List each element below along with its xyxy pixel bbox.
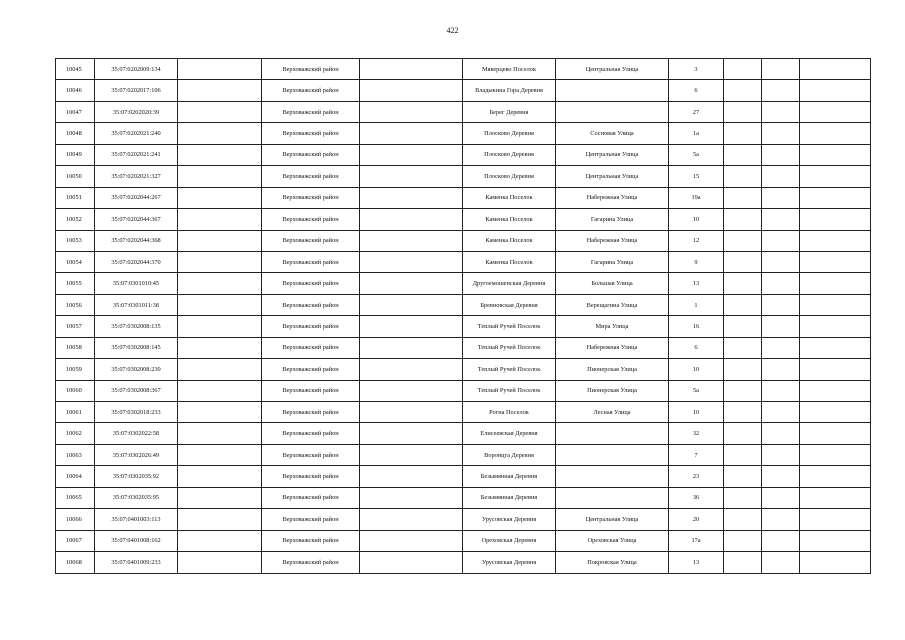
cell-street: Пионерская Улица (556, 359, 669, 380)
cell-blank-d (762, 466, 800, 487)
cell-blank-c (724, 209, 762, 230)
cell-blank-b (360, 101, 463, 122)
cell-blank-d (762, 487, 800, 508)
cell-blank-b (360, 530, 463, 551)
cell-blank-d (762, 187, 800, 208)
cell-blank-d (762, 251, 800, 272)
cell-blank-b (360, 209, 463, 230)
cell-blank-a (178, 294, 262, 315)
cell-settlement: Каменка Поселок (463, 251, 556, 272)
cell-cadastral-number: 35:07:0202044:370 (95, 251, 178, 272)
cell-cadastral-number: 35:07:0302035:92 (95, 466, 178, 487)
cell-house-number: 23 (669, 466, 724, 487)
cell-blank-d (762, 552, 800, 573)
cell-blank-b (360, 273, 463, 294)
cell-blank-e (800, 466, 871, 487)
cell-cadastral-number: 35:07:0202020:39 (95, 101, 178, 122)
table-row (56, 101, 871, 122)
cell-settlement: Теплый Ручей Поселок (463, 359, 556, 380)
table-row (56, 487, 871, 508)
cell-blank-e (800, 423, 871, 444)
cell-blank-d (762, 444, 800, 465)
cell-district: Верховажский район (262, 552, 360, 573)
register-table (55, 58, 871, 574)
cell-blank-e (800, 80, 871, 101)
cell-blank-e (800, 552, 871, 573)
cell-blank-b (360, 144, 463, 165)
cell-street: Верещагина Улица (556, 294, 669, 315)
cell-district: Верховажский район (262, 230, 360, 251)
cell-house-number: 13 (669, 273, 724, 294)
cell-settlement: Безымянная Деревня (463, 487, 556, 508)
cell-district: Верховажский район (262, 466, 360, 487)
cell-district: Верховажский район (262, 423, 360, 444)
cell-blank-d (762, 337, 800, 358)
cell-record-number: 10053 (56, 230, 95, 251)
cell-district: Верховажский район (262, 294, 360, 315)
cell-street (556, 101, 669, 122)
cell-cadastral-number: 35:07:0401008:162 (95, 530, 178, 551)
cell-blank-a (178, 487, 262, 508)
cell-blank-c (724, 80, 762, 101)
cell-blank-e (800, 294, 871, 315)
cell-district: Верховажский район (262, 273, 360, 294)
cell-blank-c (724, 144, 762, 165)
table-row (56, 444, 871, 465)
cell-blank-a (178, 423, 262, 444)
cell-district: Верховажский район (262, 359, 360, 380)
cell-settlement: Бревновская Деревня (463, 294, 556, 315)
cell-street: Сосновая Улица (556, 123, 669, 144)
cell-blank-a (178, 251, 262, 272)
cell-cadastral-number: 35:07:0202021:241 (95, 144, 178, 165)
table-row (56, 80, 871, 101)
cell-record-number: 10055 (56, 273, 95, 294)
cell-blank-c (724, 552, 762, 573)
table-row (56, 402, 871, 423)
cell-district: Верховажский район (262, 80, 360, 101)
table-row (56, 294, 871, 315)
table-row (56, 251, 871, 272)
cell-record-number: 10048 (56, 123, 95, 144)
cell-blank-d (762, 423, 800, 444)
table-row (56, 59, 871, 80)
cell-blank-b (360, 552, 463, 573)
cell-blank-d (762, 359, 800, 380)
cell-blank-b (360, 59, 463, 80)
cell-blank-a (178, 402, 262, 423)
cell-blank-b (360, 123, 463, 144)
cell-settlement: Елисеевская Деревня (463, 423, 556, 444)
cell-blank-c (724, 316, 762, 337)
table-row (56, 380, 871, 401)
cell-blank-a (178, 552, 262, 573)
cell-blank-a (178, 80, 262, 101)
cell-record-number: 10065 (56, 487, 95, 508)
cell-blank-c (724, 423, 762, 444)
cell-district: Верховажский район (262, 316, 360, 337)
cell-settlement: Другоемошенская Деревня (463, 273, 556, 294)
cell-blank-e (800, 209, 871, 230)
cell-blank-c (724, 273, 762, 294)
cell-settlement: Каменка Поселок (463, 230, 556, 251)
cell-settlement: Теплый Ручей Поселок (463, 337, 556, 358)
cell-blank-a (178, 101, 262, 122)
cell-street: Покровская Улица (556, 552, 669, 573)
cell-blank-d (762, 273, 800, 294)
cell-settlement: Мякерцево Поселок (463, 59, 556, 80)
cell-blank-e (800, 316, 871, 337)
cell-blank-a (178, 123, 262, 144)
cell-cadastral-number: 35:07:0302008:367 (95, 380, 178, 401)
cell-blank-a (178, 166, 262, 187)
cell-record-number: 10050 (56, 166, 95, 187)
cell-blank-e (800, 359, 871, 380)
cell-house-number: 13 (669, 552, 724, 573)
cell-house-number: 9 (669, 251, 724, 272)
cell-blank-e (800, 187, 871, 208)
cell-blank-c (724, 466, 762, 487)
table-row (56, 144, 871, 165)
cell-blank-b (360, 423, 463, 444)
cell-settlement: Каменка Поселок (463, 187, 556, 208)
cell-blank-a (178, 230, 262, 251)
cell-blank-d (762, 101, 800, 122)
cell-blank-c (724, 337, 762, 358)
cell-blank-d (762, 123, 800, 144)
cell-blank-d (762, 80, 800, 101)
cell-cadastral-number: 35:07:0202021:240 (95, 123, 178, 144)
cell-record-number: 10067 (56, 530, 95, 551)
cell-house-number: 16 (669, 316, 724, 337)
cell-street: Большая Улица (556, 273, 669, 294)
cell-blank-d (762, 144, 800, 165)
cell-blank-c (724, 230, 762, 251)
cell-house-number: 12 (669, 230, 724, 251)
cell-house-number: 20 (669, 509, 724, 530)
cell-record-number: 10049 (56, 144, 95, 165)
cell-blank-e (800, 509, 871, 530)
table-row (56, 530, 871, 551)
cell-district: Верховажский район (262, 166, 360, 187)
cell-cadastral-number: 35:07:0302008:145 (95, 337, 178, 358)
cell-blank-d (762, 209, 800, 230)
cell-cadastral-number: 35:07:0302008:230 (95, 359, 178, 380)
cell-blank-b (360, 380, 463, 401)
cell-street: Центральная Улица (556, 144, 669, 165)
cell-blank-e (800, 230, 871, 251)
table-row (56, 123, 871, 144)
cell-blank-b (360, 80, 463, 101)
cell-record-number: 10047 (56, 101, 95, 122)
cell-record-number: 10060 (56, 380, 95, 401)
cell-blank-c (724, 251, 762, 272)
cell-blank-b (360, 337, 463, 358)
cell-record-number: 10061 (56, 402, 95, 423)
cell-blank-c (724, 530, 762, 551)
cell-record-number: 10063 (56, 444, 95, 465)
cell-settlement: Владыкина Гора Деревня (463, 80, 556, 101)
cell-settlement: Безымянная Деревня (463, 466, 556, 487)
cell-district: Верховажский район (262, 444, 360, 465)
table-row (56, 359, 871, 380)
cell-house-number: 10 (669, 402, 724, 423)
cell-blank-c (724, 187, 762, 208)
cell-cadastral-number: 35:07:0202017:106 (95, 80, 178, 101)
cell-district: Верховажский район (262, 337, 360, 358)
cell-blank-c (724, 123, 762, 144)
register-rows (56, 59, 871, 574)
cell-blank-b (360, 359, 463, 380)
cell-record-number: 10046 (56, 80, 95, 101)
cell-house-number: 1 (669, 294, 724, 315)
cell-house-number: 7 (669, 444, 724, 465)
cell-record-number: 10062 (56, 423, 95, 444)
cell-settlement: Каменка Поселок (463, 209, 556, 230)
cell-settlement: Плосково Деревня (463, 144, 556, 165)
cell-blank-b (360, 444, 463, 465)
cell-record-number: 10059 (56, 359, 95, 380)
cell-blank-a (178, 187, 262, 208)
cell-cadastral-number: 35:07:0202044:367 (95, 209, 178, 230)
cell-record-number: 10066 (56, 509, 95, 530)
cell-district: Верховажский район (262, 187, 360, 208)
cell-settlement: Ореховская Деревня (463, 530, 556, 551)
cell-blank-b (360, 166, 463, 187)
cell-blank-c (724, 294, 762, 315)
cell-blank-c (724, 380, 762, 401)
table-row (56, 337, 871, 358)
cell-district: Верховажский район (262, 509, 360, 530)
cell-blank-b (360, 187, 463, 208)
cell-blank-a (178, 316, 262, 337)
cell-settlement: Теплый Ручей Поселок (463, 316, 556, 337)
cell-district: Верховажский район (262, 487, 360, 508)
cell-street (556, 423, 669, 444)
cell-cadastral-number: 35:07:0202009:134 (95, 59, 178, 80)
cell-street: Гагарина Улица (556, 251, 669, 272)
cell-blank-b (360, 294, 463, 315)
cell-blank-d (762, 166, 800, 187)
table-row (56, 509, 871, 530)
cell-blank-e (800, 337, 871, 358)
cell-street: Лесная Улица (556, 402, 669, 423)
cell-blank-e (800, 59, 871, 80)
cell-house-number: 27 (669, 101, 724, 122)
cell-record-number: 10068 (56, 552, 95, 573)
table-row (56, 166, 871, 187)
cell-blank-b (360, 466, 463, 487)
cell-house-number: 10 (669, 359, 724, 380)
cell-blank-d (762, 59, 800, 80)
cell-blank-c (724, 59, 762, 80)
cell-district: Верховажский район (262, 209, 360, 230)
cell-house-number: 5а (669, 380, 724, 401)
cell-settlement: Урусовская Деревня (463, 509, 556, 530)
cell-cadastral-number: 35:07:0302035:95 (95, 487, 178, 508)
table-row (56, 230, 871, 251)
table-row (56, 209, 871, 230)
table-row (56, 316, 871, 337)
cell-blank-a (178, 359, 262, 380)
cell-blank-b (360, 509, 463, 530)
cell-blank-d (762, 402, 800, 423)
cell-street: Центральная Улица (556, 166, 669, 187)
cell-settlement: Плосково Деревня (463, 123, 556, 144)
cell-cadastral-number: 35:07:0302018:233 (95, 402, 178, 423)
cell-blank-e (800, 166, 871, 187)
cell-blank-e (800, 251, 871, 272)
cell-house-number: 15 (669, 166, 724, 187)
cell-street: Центральная Улица (556, 509, 669, 530)
cell-district: Верховажский район (262, 251, 360, 272)
cell-record-number: 10058 (56, 337, 95, 358)
cell-settlement: Воронцга Деревня (463, 444, 556, 465)
cell-house-number: 3 (669, 59, 724, 80)
cell-blank-a (178, 337, 262, 358)
cell-blank-a (178, 144, 262, 165)
cell-house-number: 36 (669, 487, 724, 508)
cell-street: Набережная Улица (556, 187, 669, 208)
cell-blank-e (800, 487, 871, 508)
cell-district: Верховажский район (262, 402, 360, 423)
cell-blank-e (800, 144, 871, 165)
cell-record-number: 10045 (56, 59, 95, 80)
cell-blank-b (360, 487, 463, 508)
cell-blank-c (724, 444, 762, 465)
cell-cadastral-number: 35:07:0401003:113 (95, 509, 178, 530)
cell-record-number: 10054 (56, 251, 95, 272)
cell-cadastral-number: 35:07:0302022:58 (95, 423, 178, 444)
cell-blank-a (178, 466, 262, 487)
cell-settlement: Берег Деревня (463, 101, 556, 122)
cell-district: Верховажский район (262, 530, 360, 551)
cell-street: Гагарина Улица (556, 209, 669, 230)
cell-district: Верховажский район (262, 59, 360, 80)
cell-district: Верховажский район (262, 123, 360, 144)
cell-blank-b (360, 251, 463, 272)
cell-street: Пионерская Улица (556, 380, 669, 401)
cell-district: Верховажский район (262, 380, 360, 401)
cell-house-number: 5а (669, 144, 724, 165)
cell-cadastral-number: 35:07:0202021:327 (95, 166, 178, 187)
cell-street (556, 444, 669, 465)
cell-settlement: Теплый Ручей Поселок (463, 380, 556, 401)
cell-district: Верховажский район (262, 101, 360, 122)
cell-house-number: 6 (669, 80, 724, 101)
cell-house-number: 6 (669, 337, 724, 358)
cell-blank-d (762, 230, 800, 251)
cell-blank-d (762, 316, 800, 337)
cell-blank-c (724, 509, 762, 530)
cell-blank-a (178, 380, 262, 401)
cell-house-number: 17а (669, 530, 724, 551)
cell-settlement: Урусовская Деревня (463, 552, 556, 573)
cell-blank-e (800, 273, 871, 294)
cell-blank-a (178, 59, 262, 80)
cell-blank-c (724, 166, 762, 187)
cell-record-number: 10064 (56, 466, 95, 487)
cell-blank-a (178, 209, 262, 230)
cell-blank-d (762, 380, 800, 401)
cell-blank-d (762, 294, 800, 315)
table-row (56, 466, 871, 487)
cell-cadastral-number: 35:07:0202044:267 (95, 187, 178, 208)
cell-record-number: 10051 (56, 187, 95, 208)
cell-cadastral-number: 35:07:0302026:49 (95, 444, 178, 465)
cell-street (556, 80, 669, 101)
page-number: 422 (446, 26, 459, 35)
table-row (56, 423, 871, 444)
cell-street: Центральная Улица (556, 59, 669, 80)
cell-blank-a (178, 530, 262, 551)
cell-cadastral-number: 35:07:0202044:368 (95, 230, 178, 251)
cell-blank-e (800, 530, 871, 551)
cell-house-number: 32 (669, 423, 724, 444)
cell-blank-e (800, 402, 871, 423)
cell-blank-b (360, 402, 463, 423)
cell-record-number: 10052 (56, 209, 95, 230)
cell-street (556, 487, 669, 508)
cell-record-number: 10056 (56, 294, 95, 315)
cell-cadastral-number: 35:07:0301011:38 (95, 294, 178, 315)
cell-settlement: Плосково Деревня (463, 166, 556, 187)
cell-blank-b (360, 230, 463, 251)
cell-blank-e (800, 101, 871, 122)
cell-blank-e (800, 380, 871, 401)
cell-blank-d (762, 509, 800, 530)
cell-house-number: 19а (669, 187, 724, 208)
cell-blank-b (360, 316, 463, 337)
cell-blank-a (178, 273, 262, 294)
cell-house-number: 10 (669, 209, 724, 230)
cell-settlement: Рогна Поселок (463, 402, 556, 423)
cell-blank-c (724, 359, 762, 380)
cell-cadastral-number: 35:07:0401009:233 (95, 552, 178, 573)
table-row (56, 273, 871, 294)
cell-cadastral-number: 35:07:0301010:45 (95, 273, 178, 294)
cell-street (556, 466, 669, 487)
cell-cadastral-number: 35:07:0302008:135 (95, 316, 178, 337)
cell-blank-e (800, 444, 871, 465)
cell-blank-a (178, 509, 262, 530)
cell-house-number: 1а (669, 123, 724, 144)
cell-record-number: 10057 (56, 316, 95, 337)
cell-blank-c (724, 487, 762, 508)
cell-district: Верховажский район (262, 144, 360, 165)
table-row (56, 187, 871, 208)
cell-blank-d (762, 530, 800, 551)
table-row (56, 552, 871, 573)
cell-blank-e (800, 123, 871, 144)
cell-blank-c (724, 402, 762, 423)
cell-blank-a (178, 444, 262, 465)
cell-street: Набережная Улица (556, 337, 669, 358)
cell-blank-c (724, 101, 762, 122)
cell-street: Мира Улица (556, 316, 669, 337)
cell-street: Набережная Улица (556, 230, 669, 251)
cell-street: Ореховская Улица (556, 530, 669, 551)
